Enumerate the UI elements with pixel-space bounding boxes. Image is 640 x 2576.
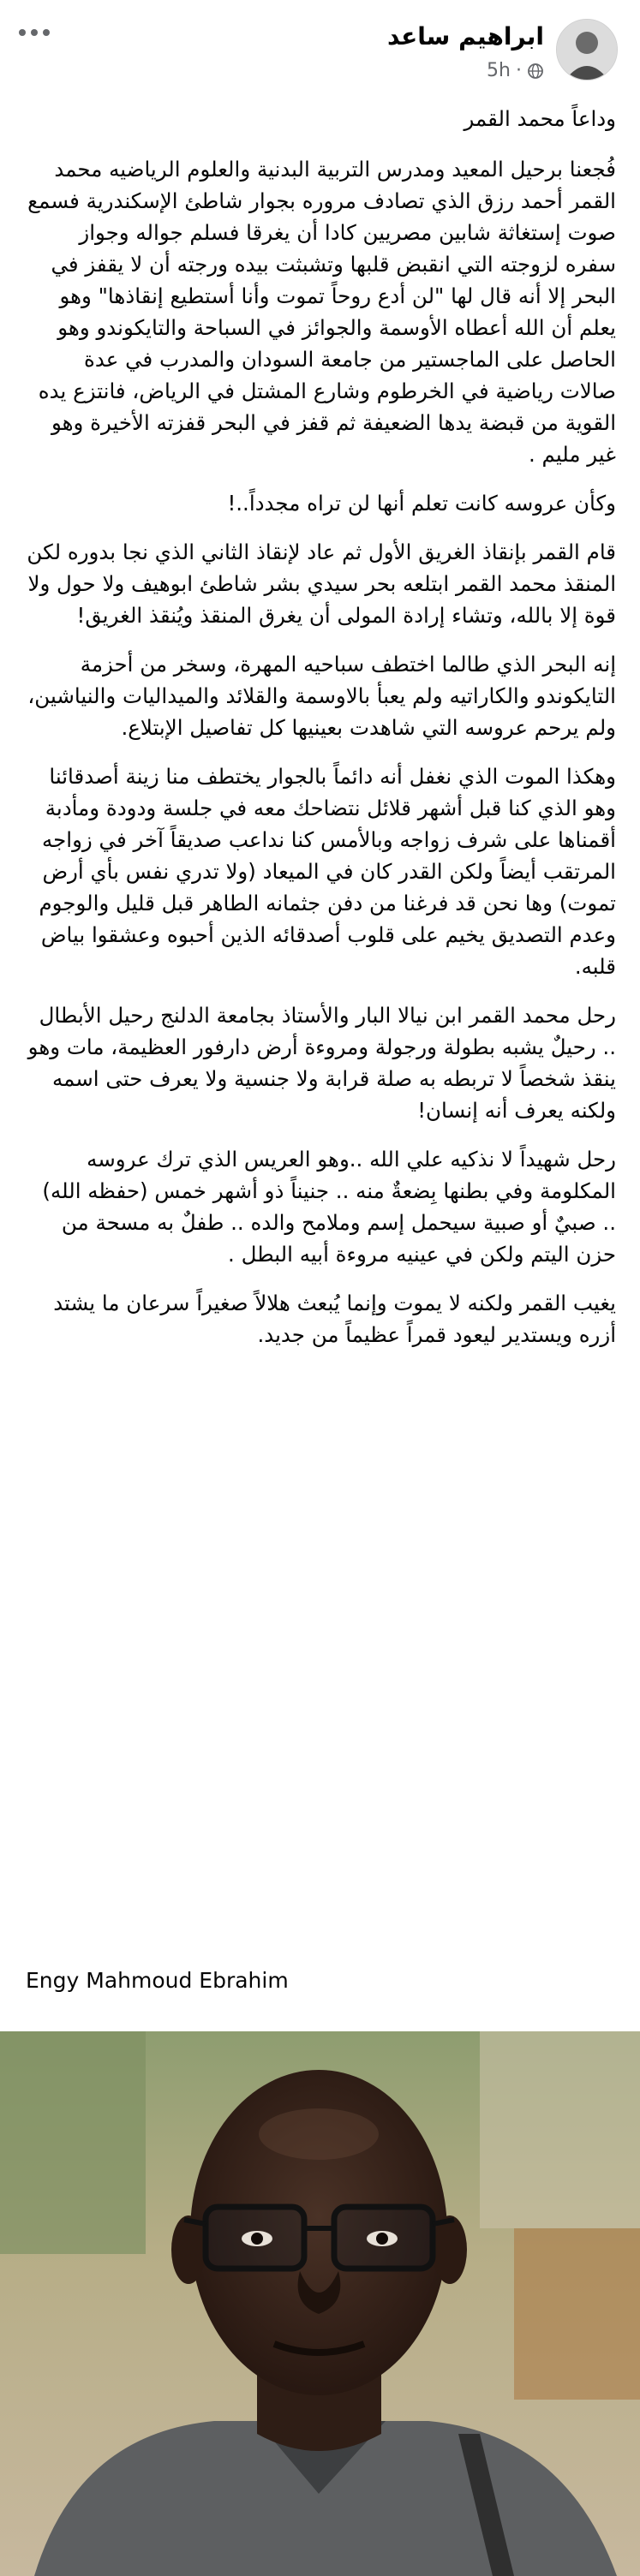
more-options-icon[interactable] — [19, 29, 50, 36]
post-paragraph: وكأن عروسه كانت تعلم أنها لن تراه مجدداً..! — [227, 491, 616, 516]
post-paragraph: قام القمر بإنقاذ الغريق الأول ثم عاد لإنقاذ الثاني الذي نجا بدوره لكن المنقذ محمد القمر ابتلعه بحر سيدي بشر شاطئ ابوهيف ولا حول ولا قوة إلا بالله، وتشاء إرادة المولى أن يغرق المنقذ ويُنقذ الغريق! — [27, 540, 616, 628]
separator-dot: · — [516, 60, 522, 81]
avatar-image — [557, 20, 617, 80]
globe-icon — [527, 63, 544, 80]
post-meta — [487, 60, 544, 81]
post-paragraph: رحل محمد القمر ابن نيالا البار والأستاذ بجامعة الدلنج رحيل الأبطال .. رحيلٌ يشبه بطولة ورجولة ومروءة أرض دارفور العظيمة، مات وهو ينقذ شخصاً لا تربطه به صلة قرابة ولا جنسية ولا يعرف حتى اسمه ولكنه يعرف أنه إنسان! — [27, 1003, 616, 1123]
post-photo[interactable] — [0, 2031, 640, 2576]
post-paragraph: رحل شهيداً لا نذكيه علي الله ..وهو العريس الذي ترك عروسه المكلومة وفي بطنها بِضعةٌ منه .. جنيناً ذو أشهر خمس (حفظه الله) .. صبيٌ أو صبية سيحمل إسم وملامح والده .. طفلٌ به مسحة من حزن اليتم ولكن في عينيه مروءة أبيه البطل . — [42, 1147, 616, 1267]
post-paragraph: إنه البحر الذي طالما اختطف سباحيه المهرة، وسخر من أحزمة التايكوندو والكاراتيه ولم يعبأ بالاوسمة والقلائد والميداليات والنياشين، ولم يرحم عروسه التي شاهدت بعينيها كل تفاصيل الإبتلاع. — [27, 652, 616, 740]
author-name[interactable]: ابراهيم ساعد — [386, 22, 544, 51]
post-timestamp[interactable]: 5h — [487, 60, 511, 81]
post-title: وداعاً محمد القمر — [464, 106, 616, 131]
author-avatar[interactable] — [556, 19, 618, 80]
portrait-photo — [0, 2031, 640, 2576]
post-body — [24, 103, 616, 1368]
post-signature: Engy Mahmoud Ebrahim — [26, 1968, 289, 1993]
post-paragraph: يغيب القمر ولكنه لا يموت وإنما يُبعث هلالاً صغيراً سرعان ما يشتد أزره ويستدير ليعود قمراً عظيماً من جديد. — [53, 1291, 616, 1347]
post-header — [0, 0, 640, 94]
post-paragraph: فُجعنا برحيل المعيد ومدرس التربية البدنية والعلوم الرياضيه محمد القمر أحمد رزق الذي تصادف مروره بجوار شاطئ الإسكندرية فسمع صوت إستغاثة شابين مصريين كادا أن يغرقا فسلم جواله وجواز سفره لزوجته التي انقبض قلبها وتشبثت بيده ورجته أن لا يقفز في البحر إلا أنه قال لها "لن أدع روحاً تموت وأنا أستطيع إنقاذها" وهو يعلم أن الله أعطاه الأوسمة والجوائز في السباحة والتايكوندو وهو الحاصل على الماجستير من جامعة السودان والمدرب في عدة صالات رياضية في الخرطوم وشارع المشتل في الرياض، فانتزع يده القوية من قبضة يدها الضعيفة ثم قفز في البحر قفزته الأخيرة وهو غير مليم . — [27, 157, 616, 467]
post-paragraph: وهكذا الموت الذي نغفل أنه دائماً بالجوار يختطف منا زينة أصدقائنا وهو الذي كنا قبل أشهر قلائل نتضاحك معه في جلسة ودودة ومأدبة أقمناها على شرف زواجه وبالأمس كنا نداعب صديقاً آخر في زواجه المرتقب أيضاً ولكن القدر كان في الميعاد (ولا تدري نفس بأي أرض تموت) وها نحن قد فرغنا من دفن جثمانه الطاهر قبل قليل والوجوم وعدم التصديق يخيم على قلوب أصدقائه الذين أحبوه وعشقوا بياض قلبه. — [39, 764, 616, 979]
